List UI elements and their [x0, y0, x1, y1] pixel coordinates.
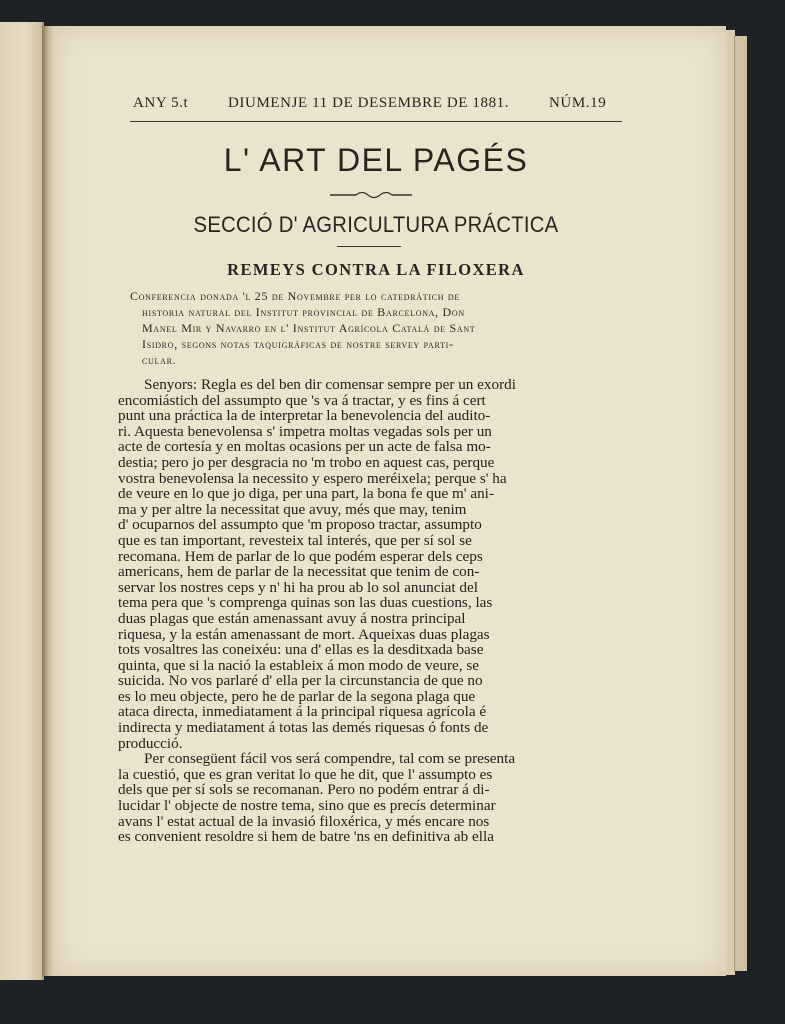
body-line: dels que per sí sols se recomanan. Pero no podém entrar á di- — [118, 781, 490, 799]
body-line: americans, hem de parlar de la necessitat que tenim de con- — [118, 563, 480, 581]
body-line: ma y per altre la necessitat que avuy, més que may, tenim — [118, 500, 467, 518]
body-line: riquesa, y la están amenassant de mort. Aqueixas duas plagas — [118, 625, 490, 643]
body-line: tots vosaltres las coneixéu: una d' ellas es la desditxada base — [118, 641, 484, 659]
body-line: tema pera que 's comprenga quinas son las duas cuestions, las — [118, 594, 493, 612]
subtitle-line: Isidro, segons notas taquigráficas de nostre servey parti- — [142, 337, 454, 351]
page-stack-edge-outer — [734, 36, 747, 971]
body-line: Senyors: Regla es del ben dir comensar sempre per un exordi — [144, 376, 516, 393]
body-line: punt una práctica la de interpretar la benevolencia del audito- — [118, 407, 491, 425]
subtitle-line: cular. — [142, 353, 177, 367]
article-subtitle — [130, 288, 612, 368]
ornament-divider — [330, 190, 412, 200]
body-line: producció. — [118, 734, 183, 752]
body-line: d' ocuparnos del assumpto que 'm proposo tractar, assumpto — [118, 516, 482, 534]
body-line: duas plagas que están amenassant avuy á nostra principal — [118, 609, 466, 627]
body-line: servar los nostres ceps y n' hi ha prou ab lo sol anunciat del — [118, 578, 478, 596]
article-body — [118, 377, 604, 845]
subtitle-line: Conferencia donada 'l 25 de Novembre per lo catedrátich de — [130, 289, 460, 303]
section-rule — [337, 246, 401, 247]
body-line: encomiástich del assumpto que 's va á tractar, y es fins á cert — [118, 391, 486, 409]
subtitle-line: historia natural del Institut provincial de Barcelona, Don — [142, 305, 465, 319]
issue-number: NÚM.19 — [549, 95, 607, 111]
body-line: destia; pero jo per desgracia no 'm trobo en aquest cas, perque — [118, 453, 495, 471]
left-page-edge — [0, 22, 44, 980]
section-heading: SECCIÓ D' AGRICULTURA PRÁCTICA — [193, 212, 559, 237]
body-line: vostra benevolensa la necessito y espero meréixela; perque s' ha — [118, 469, 507, 487]
body-line: la cuestió, que es gran veritat lo que he dit, que l' assumpto es — [118, 765, 493, 783]
body-line: que es tan important, revesteix tal interés, que per sí sol se — [118, 531, 472, 549]
body-line: avans l' estat actual de la invasió filoxérica, y més encare nos — [118, 812, 490, 830]
volume-label: ANY 5.t — [133, 95, 189, 111]
body-line: es convenient resoldre si hem de batre 'ns en definitiva ab ella — [118, 828, 494, 846]
body-line: Per consegüent fácil vos será compendre, tal com se presenta — [144, 750, 516, 768]
body-line: recomana. Hem de parlar de lo que podém esperar dels ceps — [118, 547, 483, 565]
body-line: de veure en lo que jo diga, per una part, la bona fe que m' ani- — [118, 485, 494, 503]
body-line: es lo meu objecte, pero he de parlar de la segona plaga que — [118, 687, 476, 705]
article-title: REMEYS CONTRA LA FILOXERA — [227, 260, 525, 279]
header-rule — [130, 121, 622, 122]
body-line: quinta, que si la nació la estableix á mon modo de veure, se — [118, 656, 480, 674]
body-line: ataca directa, inmediatament á la principal riquesa agrícola é — [118, 703, 487, 721]
subtitle-line: Manel Mir y Navarro en l' Institut Agrícola Catalá de Sant — [142, 321, 476, 335]
masthead-line — [133, 95, 621, 115]
body-line: ri. Aquesta benevolensa s' impetra moltas vegadas sols per un — [118, 422, 492, 440]
newspaper-title: L' ART DEL PAGÉS — [223, 142, 529, 178]
body-line: indirecta y mediatament á totas las demés riquesas ó fonts de — [118, 719, 489, 737]
issue-date: DIUMENJE 11 DE DESEMBRE DE 1881. — [228, 95, 510, 111]
body-line: acte de cortesía y en moltas ocasions per un acte de falsa mo- — [118, 438, 491, 456]
body-line: suicida. No vos parlaré d' ella per la circunstancia de que no — [118, 672, 483, 690]
body-line: lucidar l' objecte de nostre tema, sino que es precís determinar — [118, 797, 496, 815]
